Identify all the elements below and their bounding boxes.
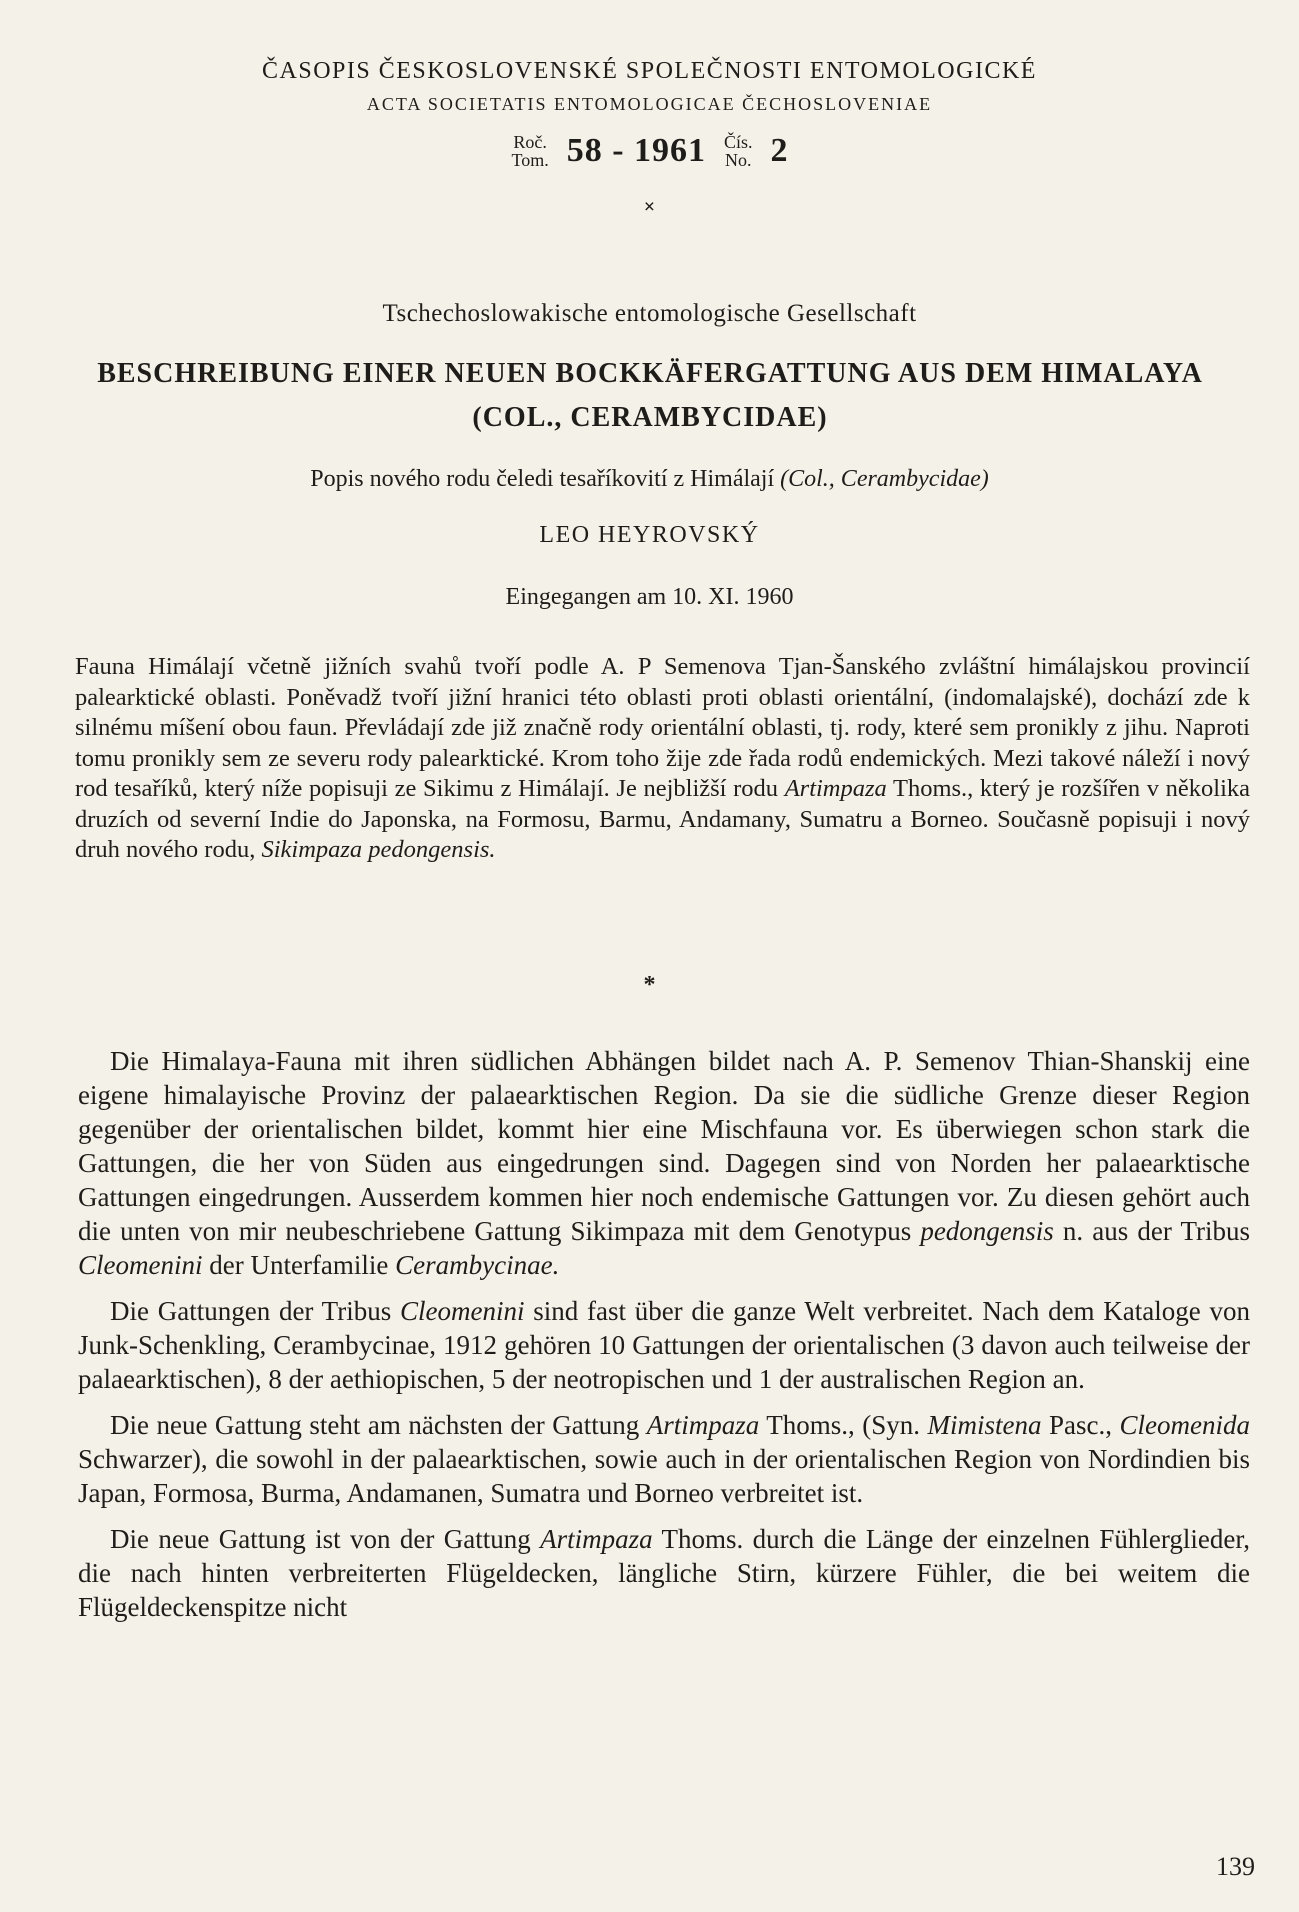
no-label: No. [725, 150, 752, 170]
number-label [724, 133, 753, 169]
para3-text-a: Die neue Gattung steht am nächsten der Gattung [110, 1410, 647, 1440]
para3-text-d: Schwarzer), die sowohl in der palaearktischen, sowie auch in der orientalischen Region von Nordindien bis Japan, Formosa, Burma, Andamanen, Sumatra und Borneo verbreitet ist. [78, 1444, 1250, 1508]
para3-text-c: Pasc., [1041, 1410, 1120, 1440]
article-body [78, 1044, 1250, 1636]
journal-title-latin: ACTA SOCIETATIS ENTOMOLOGICAE ČECHOSLOVENIAE [366, 94, 933, 114]
para2-italic-1: Cleomenini [399, 1296, 525, 1326]
abstract-text-2: Thoms., který je rozšířen v několika druzích od severní Indie do Japonska, na Formosu, Barmu, Andamany, Sumatru a Borneo. Současně popisuji i nový druh nového rodu, [75, 775, 1251, 863]
subtitle-taxon: (Col., Cerambycidae) [780, 466, 989, 492]
abstract-text-1: Fauna Himálají včetně jižních svahů tvoří podle A. P Semenova Tjan-Šanského zvláštní himálajskou provincií palearktické oblasti. Poněvadž tvoří jižní hranici této oblasti proti oblasti orientální, (indomalajské), dochází zde k silnému míšení obou faun. Převládají zde již značně rody orientální oblasti, tj. rody, které sem pronikly z jihu. Naproti tomu pronikly sem ze severu rody palearktické. Krom toho žije zde řada rodů endemických. Mezi takové náleží i nový rod tesaříků, který níže popisuji ze Sikimu z Himálají. Je nejbližší rodu [75, 653, 1250, 802]
para1-italic-1: pedongensis [920, 1216, 1054, 1246]
issue-number: 2 [770, 132, 788, 169]
body-paragraph-4 [78, 1522, 1250, 1624]
page-number: 139 [1216, 1852, 1255, 1881]
para2-text-a: Die Gattungen der Tribus [110, 1296, 400, 1326]
body-paragraph-3 [78, 1408, 1250, 1510]
abstract-species: Sikimpaza pedongensis. [261, 836, 496, 863]
para1-text-c: der Unterfamilie [202, 1250, 396, 1280]
article-subtitle [0, 466, 1299, 493]
para3-text-b: Thoms., (Syn. [759, 1410, 928, 1440]
cis-label: Čís. [724, 132, 753, 152]
tom-label: Tom. [511, 150, 549, 170]
cross-ornament: × [643, 196, 656, 218]
society-name: Tschechoslowakische entomologische Gesellschaft [382, 300, 917, 327]
volume-line [0, 132, 1299, 170]
para1-text-a: Die Himalaya-Fauna mit ihren südlichen Abhängen bildet nach A. P. Semenov Thian-Shanskij eine eigene himalayische Provinz der palaearktischen Region. Da sie die südliche Grenze dieser Region gegenüber der orientalischen bildet, kommt hier eine Mischfauna vor. Es überwiegen schon stark die Gattungen, die her von Süden aus eingedrungen sind. Dagegen sind von Norden her palaearktische Gattungen eingedrungen. Ausserdem kommen hier noch endemische Gattungen vor. Zu diesen gehört auch die unten von mir neubeschriebene Gattung Sikimpaza mit dem Genotypus [78, 1046, 1250, 1246]
journal-title-czech: ČASOPIS ČESKOSLOVENSKÉ SPOLEČNOSTI ENTOMOLOGICKÉ [262, 58, 1037, 84]
body-paragraph-1 [78, 1044, 1250, 1282]
author-name: LEO HEYROVSKÝ [539, 522, 760, 548]
volume-year: 58 - 1961 [566, 132, 707, 169]
subtitle-text: Popis nového rodu čeledi tesaříkovití z Himálají [310, 466, 781, 492]
roc-label: Roč. [513, 132, 547, 152]
volume-label [511, 133, 548, 169]
para4-italic-1: Artimpaza [540, 1524, 653, 1554]
para1-italic-2: Cleomenini [78, 1250, 203, 1280]
czech-abstract [75, 652, 1250, 866]
abstract-genus: Artimpaza [784, 775, 887, 802]
article-title: BESCHREIBUNG EINER NEUEN BOCKKÄFERGATTUNG AUS DEM HIMALAYA (COL., CERAMBYCIDAE) [97, 358, 1203, 433]
para1-text-b: n. aus der Tribus [1053, 1216, 1250, 1246]
para4-text-b: Thoms. durch die Länge der einzelnen Fühlerglieder, die nach hinten verbreiterten Flügeldecken, längliche Stirn, kürzere Fühler, die bei weitem die Flügeldeckenspitze nicht [78, 1524, 1250, 1622]
para2-text-b: sind fast über die ganze Welt verbreitet. Nach dem Kataloge von Junk-Schenkling, Cerambycinae, 1912 gehören 10 Gattungen der orientalischen (3 davon auch teilweise der palaearktischen), 8 der aethiopischen, 5 der neotropischen und 1 der australischen Region an. [78, 1296, 1251, 1394]
body-paragraph-2 [78, 1294, 1250, 1396]
received-date: Eingegangen am 10. XI. 1960 [505, 584, 794, 610]
para4-text-a: Die neue Gattung ist von der Gattung [110, 1524, 541, 1554]
para3-italic-3: Cleomenida [1119, 1410, 1250, 1440]
para3-italic-1: Artimpaza [646, 1410, 760, 1440]
para3-italic-2: Mimistena [927, 1410, 1042, 1440]
section-separator: * [643, 972, 656, 998]
para1-italic-3: Cerambycinae. [395, 1250, 560, 1280]
